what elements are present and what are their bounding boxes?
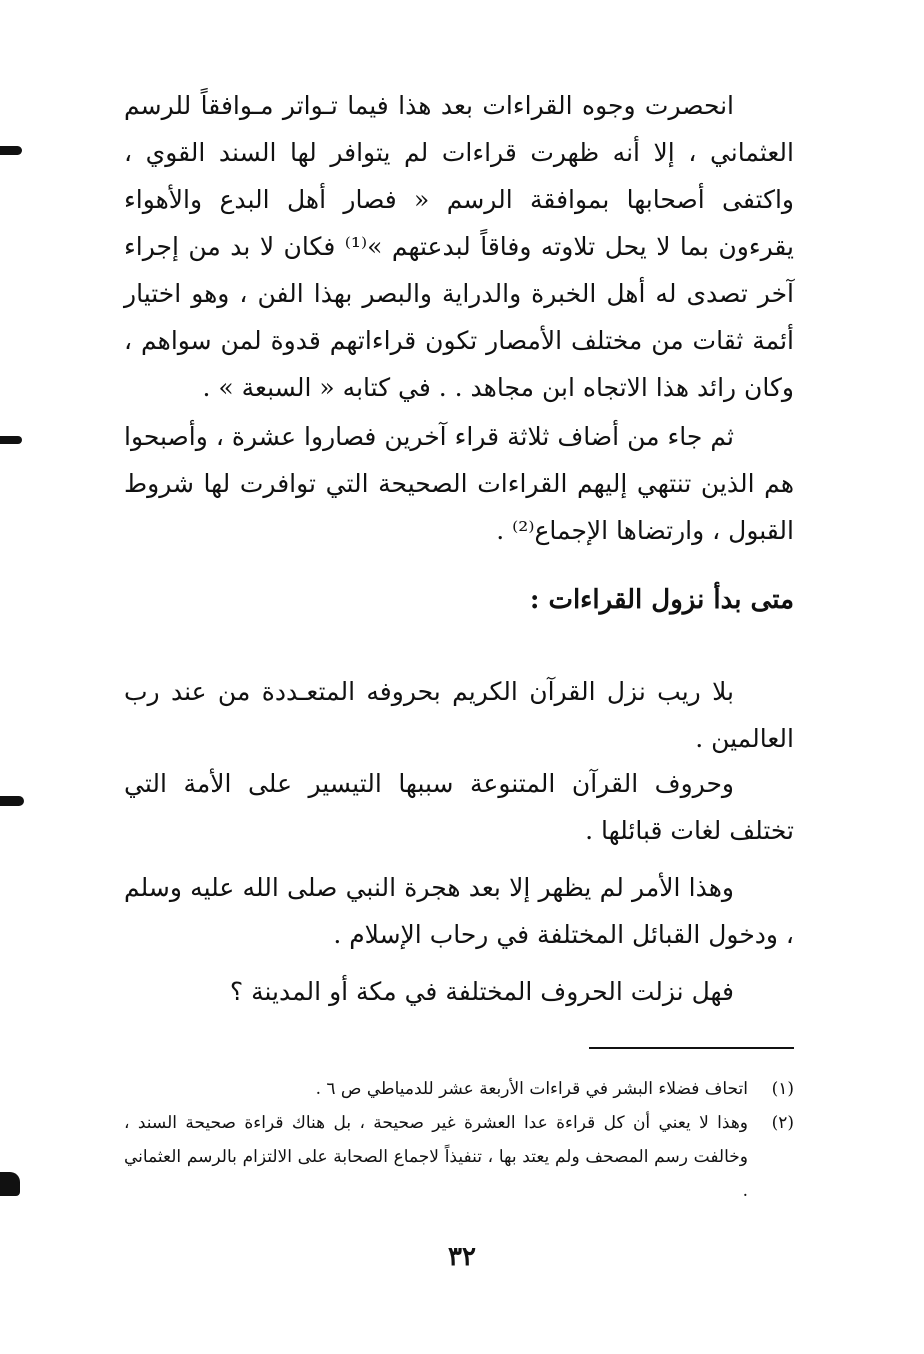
page-number: ٣٢ — [448, 1242, 476, 1272]
paragraph-letters-variety: وحروف القرآن المتنوعة سببها التيسير على الأمة التي تختلف لغات قبائلها . — [124, 769, 794, 845]
section-heading: متى بدأ نزول القراءات : — [529, 585, 794, 615]
footnote-divider — [589, 1047, 794, 1049]
paragraph-qiraat-restriction: انحصرت وجوه القراءات بعد هذا فيما تـواتر مـوافقاً للرسم العثماني ، إلا أنه ظهرت قراءات لم يتوافر لها السند القوي ، واكتفى أصحابها بموافقة الرسم « فصار أهل البدع والأهواء يقرءون بما لا يحل تلاوته وفاقاً لبدعتهم »⁽¹⁾ فكان لا بد من إجراء آخر تصدى له أهل الخبرة والدراية والبصر بهذا الفن ، وهو اختيار أئمة ثقات من مختلف الأمصار تكون قراءاتهم قدوة لمن سواهم ، وكان رائد هذا الاتجاه ابن مجاهد . . في كتابه « السبعة » . — [124, 91, 795, 402]
scan-edge-mark — [0, 796, 24, 806]
footnote-text: اتحاف فضلاء البشر في قراءات الأربعة عشر للدمياطي ص ٦ . — [315, 1079, 748, 1099]
footnote-number: (١) — [771, 1079, 794, 1099]
paragraph-revelation: بلا ريب نزل القرآن الكريم بحروفه المتعـددة من عند رب العالمين . — [124, 677, 794, 753]
paragraph-hijra: وهذا الأمر لم يظهر إلا بعد هجرة النبي صلى الله عليه وسلم ، ودخول القبائل المختلفة في رحاب الإسلام . — [124, 873, 794, 949]
paragraph-ten-readers: ثم جاء من أضاف ثلاثة قراء آخرين فصاروا عشرة ، وأصبحوا هم الذين تنتهي إليهم القراءات الصحيحة التي توافرت لها شروط القبول ، وارتضاها الإجماع⁽²⁾ . — [124, 422, 794, 545]
scan-edge-mark — [0, 146, 22, 155]
footnote-item — [124, 1072, 794, 1106]
footnote-number: (٢) — [771, 1113, 794, 1133]
footnotes — [124, 1072, 794, 1208]
scan-edge-mark — [0, 436, 22, 444]
footnote-item — [124, 1106, 794, 1208]
footnote-text: وهذا لا يعني أن كل قراءة عدا العشرة غير صحيحة ، بل هناك قراءة صحيحة السند ، وخالفت رسم المصحف ولم يعتد بها ، تنفيذاً لاجماع الصحابة على الالتزام بالرسم العثماني . — [124, 1113, 748, 1201]
scan-edge-mark — [0, 1172, 20, 1196]
paragraph-question: فهل نزلت الحروف المختلفة في مكة أو المدينة ؟ — [229, 977, 734, 1006]
